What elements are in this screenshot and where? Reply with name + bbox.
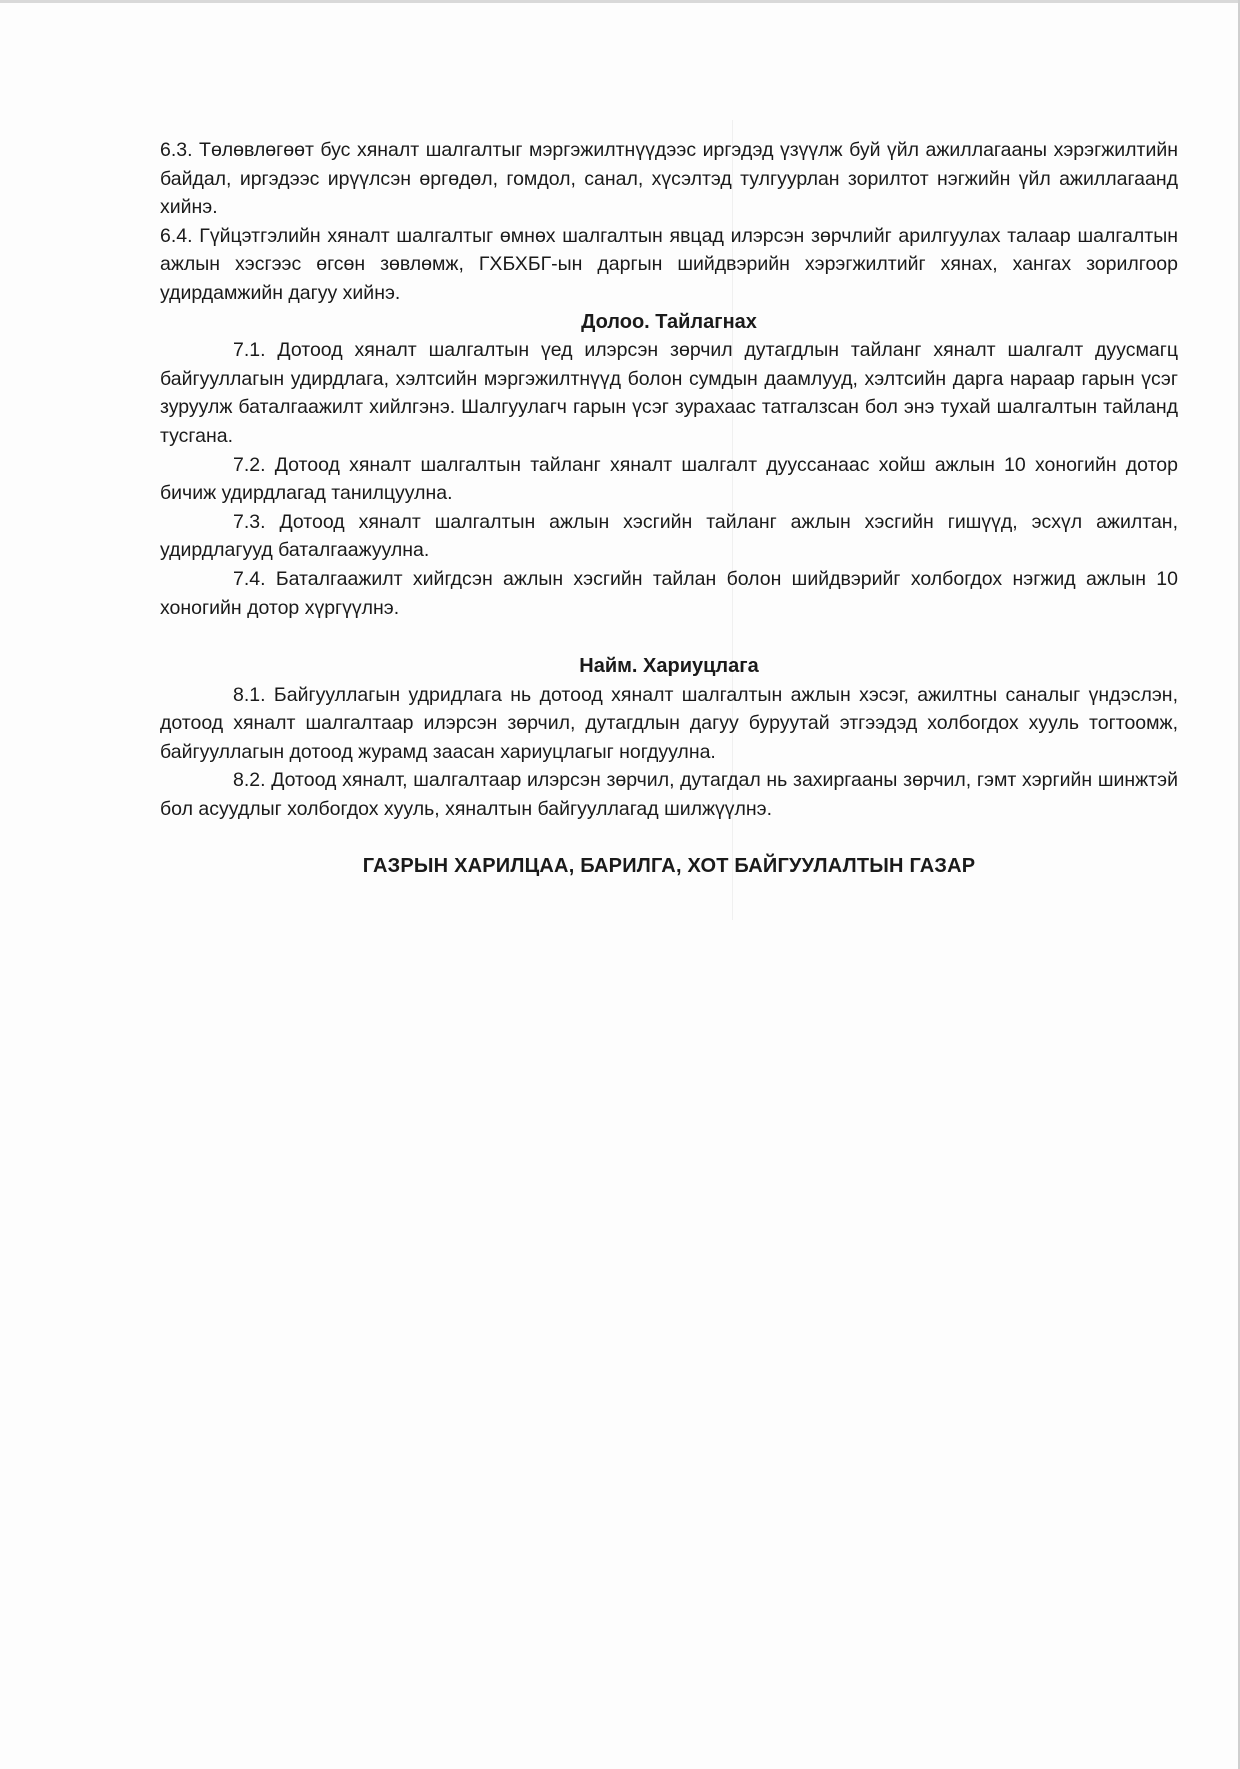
paragraph-8-1: 8.1. Байгууллагын удридлага нь дотоод хяналт шалгалтын ажлын хэсэг, ажилтны саналыг үндэслэн, дотоод хяналт шалгалтаар илэрсэн зөрчил, дутагдлын дагуу буруутай этгээдэд холбогдох хууль тогтоомж, байгууллагын дотоод журамд заасан хариуцлагыг ногдуулна. xyxy=(160,683,1178,763)
paragraph-8-2: 8.2. Дотоод хяналт, шалгалтаар илэрсэн зөрчил, дутагдал нь захиргааны зөрчил, гэмт хэргийн шинжтэй бол асуудлыг холбогдох хууль, хяналтын байгууллагад шилжүүлнэ. xyxy=(160,769,1178,821)
document-body xyxy=(160,136,1178,880)
paragraph-7-2: 7.2. Дотоод хяналт шалгалтын тайланг хяналт шалгалт дууссанаас хойш ажлын 10 хоногийн дотор бичиж удирдлагад танилцуулна. xyxy=(160,453,1178,505)
organization-name: ГАЗРЫН ХАРИЛЦАА, БАРИЛГА, ХОТ БАЙГУУЛАЛТЫН ГАЗАР xyxy=(362,854,976,877)
paragraph-7-4: 7.4. Баталгаажилт хийгдсэн ажлын хэсгийн тайлан болон шийдвэрийг холбогдох нэгжид ажлын 10 хоногийн дотор хүргүүлнэ. xyxy=(160,567,1178,619)
section-title-reporting: Долоо. Тайлагнах xyxy=(581,310,757,333)
section-title-responsibility: Найм. Хариуцлага xyxy=(579,655,759,678)
paragraph-6-3: 6.3. Төлөвлөгөөт бус хяналт шалгалтыг мэргэжилтнүүдээс иргэдэд үзүүлж буй үйл ажиллагааны хэрэгжилтийн байдал, иргэдээс ирүүлсэн өргөдөл, гомдол, санал, хүсэлтэд тулгуурлан зорилтот нэгжийн үйл ажиллагаанд хийнэ. xyxy=(160,139,1178,219)
scan-edge-top xyxy=(0,0,1240,3)
paragraph-7-1: 7.1. Дотоод хяналт шалгалтын үед илэрсэн зөрчил дутагдлын тайланг хяналт шалгалт дуусмагц байгууллагын удирдлага, хэлтсийн мэргэжилтнүүд болон сумдын даамлууд, хэлтсийн дарга нараар гарын үсэг зуруулж баталгаажилт хийлгэнэ. Шалгуулагч гарын үсэг зурахаас татгалзсан бол энэ тухай шалгалтын тайланд тусгана. xyxy=(160,339,1178,447)
paragraph-6-4: 6.4. Гүйцэтгэлийн хяналт шалгалтыг өмнөх шалгалтын явцад илэрсэн зөрчлийг арилгуулах талаар шалгалтын ажлын хэсгээс өгсөн зөвлөмж, ГХБХБГ-ын даргын шийдвэрийн хэрэгжилтийг хянах, хангах зорилгоор удирдамжийн дагуу хийнэ. xyxy=(160,224,1178,304)
paragraph-7-3: 7.3. Дотоод хяналт шалгалтын ажлын хэсгийн тайланг ажлын хэсгийн гишүүд, эсхүл ажилтан, удирдлагууд баталгаажуулна. xyxy=(160,510,1178,562)
section-spacer xyxy=(160,622,1178,652)
